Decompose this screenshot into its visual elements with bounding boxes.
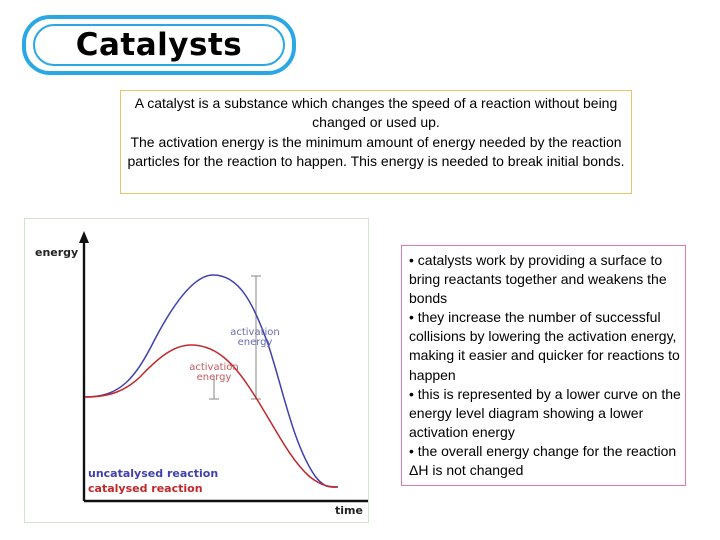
energy-level-diagram [24,218,369,523]
legend-uncatalysed: uncatalysed reaction [88,467,219,480]
catalyst-definition: A catalyst is a substance which changes the speed of a reaction without being changed or used up. [134,95,618,131]
point-delta-h: • the overall energy change for the reaction ΔH is not changed [409,442,677,479]
page-title: Catalysts [75,27,243,63]
definition-box [120,90,632,194]
catalysed-activation-label: activation [189,362,239,373]
activation-energy-definition: The activation energy is the minimum amount of energy needed by the reaction particles for the reaction to happen. This energy is needed to break initial bonds. [127,133,625,170]
y-axis-arrowhead [79,231,89,243]
uncatalysed-activation-label-line2: energy [237,337,273,348]
x-axis-label: time [335,504,363,517]
energy-diagram-svg [25,219,368,522]
point-surface: • catalysts work by providing a surface to bring reactants together and weakens the bonds [409,252,667,307]
title-banner [22,15,296,75]
point-lower-curve: • this is represented by a lower curve on the energy level diagram showing a lower activation energy [409,385,681,440]
y-axis-label: energy [35,246,79,259]
key-points-box [401,245,686,486]
catalysed-activation-label-line2: energy [196,372,232,383]
point-collisions: • they increase the number of successful collisions by lowering the activation energy, making it easier and quicker for reactions to happen [409,309,680,383]
uncatalysed-activation-label: activation [230,327,280,338]
legend-catalysed: catalysed reaction [88,482,203,495]
